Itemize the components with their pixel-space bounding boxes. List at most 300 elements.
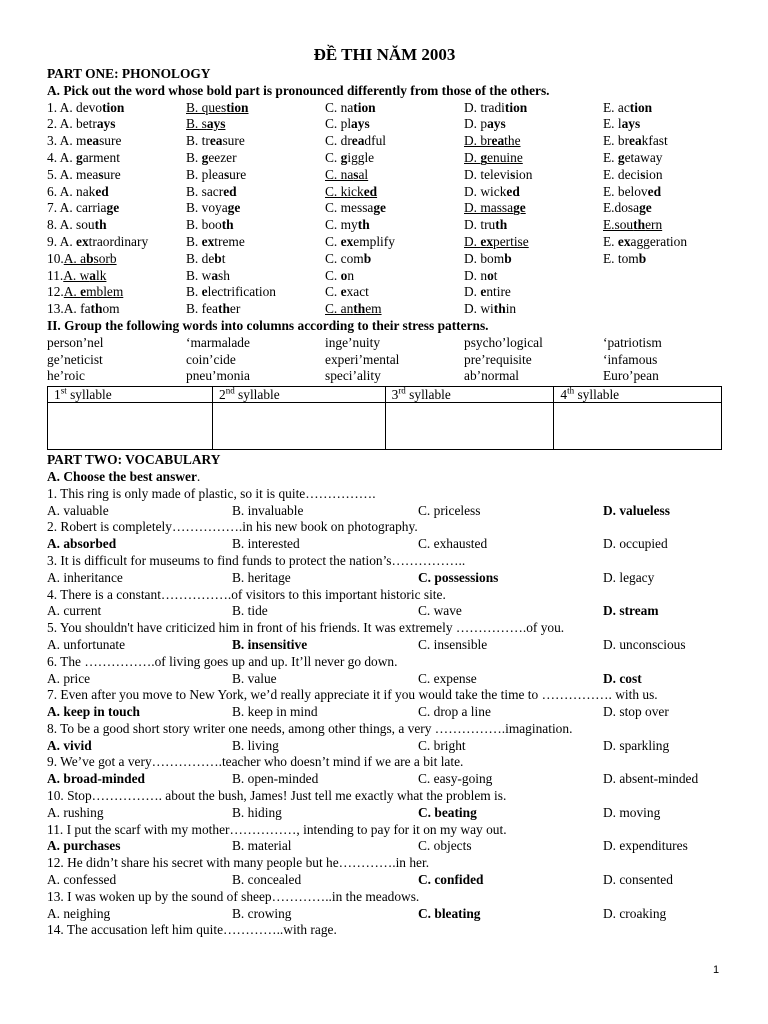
option-word — [603, 251, 646, 266]
option-prefix: A. betr — [59, 116, 97, 132]
bold-part: ays — [96, 116, 116, 132]
answer-cell[interactable] — [213, 403, 386, 450]
option-prefix: B. sacr — [186, 183, 224, 199]
option-word — [186, 167, 246, 182]
option-prefix: E. tom — [603, 250, 639, 266]
question-text: 13. I was woken up by the sound of sheep…………..in the meadows. — [47, 888, 420, 904]
phonology-option — [603, 217, 662, 234]
option-suffix: eezer — [208, 149, 237, 165]
phonology-option — [464, 133, 521, 150]
option-prefix: B. — [186, 149, 202, 165]
bold-part: b — [504, 250, 512, 266]
answer-option[interactable]: C. easy-going — [418, 771, 493, 787]
option-prefix: C. my — [325, 217, 358, 233]
option-word — [186, 116, 225, 131]
option-suffix: ion — [515, 166, 533, 182]
answer-option[interactable]: B. heritage — [232, 569, 291, 585]
vocab-instruction — [47, 469, 722, 486]
phonology-item — [47, 184, 722, 201]
option-prefix: A. carria — [59, 200, 107, 216]
option-word — [60, 133, 122, 148]
phonology-option — [325, 234, 395, 251]
bold-part: g — [617, 149, 625, 165]
phonology-item — [47, 116, 722, 133]
option-word — [325, 200, 386, 215]
item-number: 9. — [47, 233, 60, 249]
vocab-instruction-text: A. Choose the best answer — [47, 468, 197, 484]
option-prefix: D. — [464, 149, 481, 165]
answer-option[interactable]: B. invaluable — [232, 502, 304, 518]
bold-part: b — [638, 250, 647, 266]
option-word — [325, 167, 368, 182]
phonology-option — [47, 251, 117, 268]
phonology-option — [47, 167, 121, 184]
answer-option[interactable]: A. unfortunate — [47, 636, 126, 652]
option-suffix: traordinary — [88, 233, 149, 249]
option-prefix: D. — [464, 284, 481, 300]
phonology-item — [47, 217, 722, 234]
option-word — [464, 301, 516, 316]
option-word — [325, 217, 370, 232]
option-prefix: B. — [186, 233, 202, 249]
answer-option[interactable]: C. insensible — [418, 636, 488, 652]
option-suffix: xact — [346, 284, 369, 300]
option-suffix: dful — [364, 133, 386, 149]
answer-option[interactable]: C. exhausted — [418, 536, 488, 552]
answer-options — [47, 536, 722, 553]
option-word — [186, 284, 276, 299]
bold-part: s — [223, 166, 230, 182]
option-prefix: E. — [603, 149, 618, 165]
answer-cell[interactable] — [48, 403, 213, 450]
answer-options — [47, 637, 722, 654]
option-suffix: ntire — [486, 284, 511, 300]
bold-part: ed — [363, 183, 378, 199]
bold-part: th — [90, 301, 103, 317]
answer-option[interactable]: C. priceless — [418, 502, 481, 518]
answer-option[interactable]: D. stop over — [603, 704, 669, 720]
phonology-option — [186, 301, 240, 318]
option-word — [603, 116, 640, 131]
vocabulary-questions — [47, 486, 722, 940]
phonology-item — [47, 133, 722, 150]
answer-option[interactable]: D. unconscious — [603, 636, 686, 652]
answer-option[interactable]: D. legacy — [603, 569, 655, 585]
answer-option[interactable]: C. expense — [418, 670, 477, 686]
bold-part: th — [353, 301, 366, 317]
option-suffix: emplify — [353, 233, 395, 249]
option-word — [64, 284, 124, 299]
bold-part: th — [493, 301, 506, 317]
option-suffix: ion — [645, 166, 663, 182]
option-suffix: ure — [229, 166, 247, 182]
stress-word: coin’cide — [186, 351, 236, 367]
option-word — [325, 234, 395, 249]
option-suffix: t — [493, 267, 498, 283]
answer-option[interactable]: A. valuable — [47, 502, 109, 518]
item-number: 5. — [47, 166, 60, 182]
option-word — [325, 133, 386, 148]
answer-option[interactable]: B. living — [232, 737, 279, 753]
stress-word: pneu’monia — [186, 368, 250, 384]
item-number: 1. — [47, 99, 60, 115]
option-prefix: A. mea — [59, 166, 99, 182]
bold-part: ays — [621, 116, 641, 132]
phonology-option — [325, 217, 370, 234]
stress-word: experi’mental — [325, 351, 400, 367]
answer-options — [47, 906, 722, 923]
answer-option[interactable]: B. crowing — [232, 905, 292, 921]
answer-option-correct[interactable]: A. vivid — [47, 737, 92, 753]
option-suffix: aggeration — [630, 233, 688, 249]
question-text: 14. The accusation left him quite…………..with rage. — [47, 922, 337, 938]
bold-part: ex — [201, 233, 215, 249]
answer-option[interactable]: B. concealed — [232, 872, 302, 888]
bold-part: e — [201, 284, 208, 300]
answer-option[interactable]: D. occupied — [603, 536, 668, 552]
bold-part: ge — [106, 200, 120, 216]
answer-option[interactable]: B. tide — [232, 603, 268, 619]
phonology-item — [47, 100, 722, 117]
part-two-heading: PART TWO: VOCABULARY — [47, 452, 221, 468]
answer-option[interactable]: D. croaking — [603, 905, 667, 921]
option-prefix: B. fea — [186, 301, 218, 317]
option-prefix: A. nak — [59, 183, 96, 199]
ordinal-suffix: nd — [225, 385, 235, 396]
answer-option-correct[interactable]: C. confided — [418, 872, 484, 888]
option-prefix: A. w — [63, 267, 90, 283]
stress-word-row — [47, 352, 722, 369]
option-word — [60, 100, 125, 115]
phonology-option — [186, 184, 237, 201]
phonology-option — [464, 301, 516, 318]
phonology-option — [186, 234, 245, 251]
option-prefix: A. — [59, 149, 77, 165]
stress-word: ‘infamous — [603, 351, 658, 367]
option-prefix: C. kick — [325, 183, 364, 199]
option-prefix: D. wick — [464, 183, 507, 199]
answer-option[interactable]: B. hiding — [232, 804, 282, 820]
answer-option[interactable]: B. keep in mind — [232, 704, 318, 720]
bold-part: s — [353, 166, 359, 182]
bold-part: g — [201, 149, 209, 165]
answer-option[interactable]: A. current — [47, 603, 102, 619]
option-prefix: D. — [464, 233, 481, 249]
phonology-option — [603, 116, 640, 133]
stress-word: ‘patriotism — [603, 334, 662, 350]
option-suffix: in — [505, 301, 517, 317]
option-word — [325, 150, 374, 165]
answer-option[interactable]: B. open-minded — [232, 771, 319, 787]
answer-option[interactable]: A. neighing — [47, 905, 111, 921]
option-word — [60, 150, 120, 165]
bold-part: tion — [629, 99, 653, 115]
option-word — [60, 167, 121, 182]
option-prefix: E.dosa — [603, 200, 640, 216]
item-number: 3. — [47, 133, 60, 149]
phonology-option — [325, 167, 368, 184]
option-prefix: D. tru — [464, 217, 496, 233]
bold-part: ex — [480, 233, 494, 249]
option-word — [603, 150, 663, 165]
exam-title: ĐỀ THI NĂM 2003 — [313, 45, 456, 64]
bold-part: th — [221, 217, 234, 233]
option-suffix: pertise — [493, 233, 529, 249]
option-prefix: C. — [325, 233, 341, 249]
option-prefix: E. ac — [603, 99, 630, 115]
phonology-item — [47, 167, 722, 184]
option-word — [186, 184, 237, 199]
answer-option[interactable]: D. absent-minded — [603, 771, 699, 787]
option-word — [325, 100, 376, 115]
option-suffix: al — [358, 166, 369, 182]
question-text: 4. There is a constant…………….of visitors to this important historic site. — [47, 586, 446, 602]
bold-part: g — [76, 149, 83, 165]
page-number: 1 — [713, 964, 720, 976]
answer-cell[interactable] — [385, 403, 554, 450]
syllable-table-answer-row — [48, 403, 722, 450]
phonology-option — [325, 100, 376, 117]
bold-part: ays — [351, 116, 370, 132]
answer-option[interactable]: D. moving — [603, 804, 661, 820]
option-word — [464, 184, 520, 199]
phonology-item — [47, 150, 722, 167]
answer-cell[interactable] — [554, 403, 722, 450]
option-suffix: iggle — [347, 149, 375, 165]
answer-options — [47, 805, 722, 822]
option-prefix: B. ques — [186, 99, 227, 115]
option-word — [603, 184, 661, 199]
answer-option-correct[interactable]: D. cost — [603, 670, 642, 686]
option-suffix: ure — [103, 166, 121, 182]
answer-option[interactable]: C. drop a line — [418, 704, 491, 720]
phonology-option — [603, 150, 663, 167]
option-prefix: C. na — [325, 99, 354, 115]
answer-option-correct[interactable]: A. broad-minded — [47, 771, 145, 787]
answer-option[interactable]: D. consented — [603, 872, 673, 888]
option-word — [186, 150, 237, 165]
answer-option-correct[interactable]: C. beating — [418, 804, 477, 820]
ordinal-suffix: th — [567, 385, 575, 396]
answer-option[interactable]: C. wave — [418, 603, 462, 619]
phonology-option — [186, 268, 230, 285]
option-prefix: A. sou — [59, 217, 95, 233]
option-prefix: B. voya — [186, 200, 228, 216]
item-number: 10. — [47, 250, 64, 266]
syllable-column-header: 2nd syllable — [213, 387, 386, 403]
phonology-option — [603, 200, 652, 217]
option-word — [464, 133, 521, 148]
phonology-option — [325, 284, 369, 301]
bold-part: ea — [629, 133, 642, 149]
syllable-table — [47, 386, 722, 450]
answer-option-correct[interactable]: A. keep in touch — [47, 704, 141, 720]
phonology-option — [47, 217, 107, 234]
option-suffix: ern — [645, 217, 663, 233]
option-prefix: B. w — [186, 267, 212, 283]
phonology-option — [464, 116, 506, 133]
option-prefix: B. de — [186, 250, 215, 266]
option-prefix: C. na — [325, 166, 354, 182]
option-word — [325, 301, 382, 316]
option-word — [603, 200, 652, 215]
bold-part: ed — [647, 183, 662, 199]
option-prefix: C. — [325, 149, 341, 165]
answer-option[interactable]: A. inheritance — [47, 569, 123, 585]
stress-word: he’roic — [47, 368, 85, 384]
stress-word: Euro’pean — [603, 368, 659, 384]
stress-word-row — [47, 368, 722, 385]
answer-option[interactable]: C. bright — [418, 737, 466, 753]
answer-option-correct[interactable]: C. possessions — [418, 569, 499, 585]
answer-option-correct[interactable]: A. purchases — [47, 838, 121, 854]
phonology-option — [325, 200, 386, 217]
option-prefix: D. p — [464, 116, 488, 132]
question-text: 3. It is difficult for museums to find funds to protect the nation’s…………….. — [47, 552, 466, 568]
option-word — [464, 217, 507, 232]
option-suffix: treme — [214, 233, 245, 249]
bold-part: tion — [504, 99, 528, 115]
option-suffix: mblem — [86, 284, 124, 300]
item-number: 2. — [47, 116, 60, 132]
answer-option-correct[interactable]: D. stream — [603, 603, 659, 619]
phonology-option — [186, 116, 225, 133]
stress-word: speci’ality — [325, 368, 381, 384]
phonology-option — [325, 150, 374, 167]
bold-part: ea — [491, 133, 505, 149]
option-prefix: B. tr — [186, 133, 210, 149]
bold-part: tion — [353, 99, 376, 115]
phonology-option — [464, 100, 527, 117]
phonology-instruction: A. Pick out the word whose bold part is pronounced differently from those of the others. — [47, 82, 550, 98]
bold-part: th — [495, 217, 508, 233]
phonology-option — [47, 284, 123, 301]
stress-word-row — [47, 335, 722, 352]
option-word — [186, 251, 225, 266]
answer-option-correct[interactable]: A. absorbed — [47, 536, 117, 552]
answer-option[interactable]: D. sparkling — [603, 737, 670, 753]
answer-option[interactable]: A. price — [47, 670, 91, 686]
bold-part: s — [640, 166, 646, 182]
answer-option-correct[interactable]: D. valueless — [603, 502, 670, 518]
bold-part: tion — [102, 99, 125, 115]
phonology-item — [47, 268, 722, 285]
option-word — [60, 116, 116, 131]
phonology-option — [47, 150, 120, 167]
option-word — [64, 251, 117, 266]
answer-option[interactable]: B. value — [232, 670, 277, 686]
question-text: 1. This ring is only made of plastic, so it is quite……………. — [47, 485, 376, 501]
phonology-option — [464, 268, 498, 285]
stress-word-list — [47, 335, 722, 385]
answer-option[interactable]: D. expenditures — [603, 838, 688, 854]
phonology-option — [464, 184, 520, 201]
phonology-option — [603, 167, 663, 184]
option-prefix: D. wi — [464, 301, 494, 317]
option-prefix: D. n — [464, 267, 488, 283]
answer-option[interactable]: B. interested — [232, 536, 300, 552]
option-word — [464, 284, 511, 299]
phonology-option — [47, 184, 109, 201]
option-suffix: sh — [218, 267, 230, 283]
bold-part: ea — [86, 133, 100, 149]
option-prefix: A. — [59, 233, 77, 249]
stress-word: ge’neticist — [47, 351, 103, 367]
answer-options — [47, 738, 722, 755]
option-prefix: A. m — [59, 133, 87, 149]
bold-part: g — [480, 149, 488, 165]
answer-option[interactable]: B. material — [232, 838, 292, 854]
answer-option-correct[interactable]: C. bleating — [418, 905, 481, 921]
option-word — [464, 200, 526, 215]
option-word — [325, 116, 370, 131]
phonology-item — [47, 234, 722, 251]
bold-part: e — [480, 284, 487, 300]
answer-option[interactable]: A. confessed — [47, 872, 117, 888]
phonology-option — [47, 234, 148, 251]
option-suffix: n — [347, 267, 355, 283]
bold-part: b — [86, 250, 94, 266]
option-prefix: E.sou — [603, 217, 634, 233]
option-prefix: D. tradi — [464, 99, 505, 115]
option-prefix: C. — [325, 284, 341, 300]
answer-option[interactable]: C. objects — [418, 838, 472, 854]
option-word — [325, 284, 369, 299]
option-suffix: om — [102, 301, 120, 317]
phonology-items — [47, 100, 722, 318]
answer-option[interactable]: A. rushing — [47, 804, 104, 820]
stress-instruction: II. Group the following words into columns according to their stress patterns. — [47, 317, 489, 333]
phonology-option — [47, 301, 120, 318]
option-word — [60, 217, 107, 232]
option-word — [186, 133, 245, 148]
question-text: 7. Even after you move to New York, we’d really appreciate it if you would take the time to ……………. with us. — [47, 687, 658, 703]
option-suffix: the — [504, 133, 521, 149]
phonology-option — [47, 268, 106, 285]
phonology-item — [47, 301, 722, 318]
option-prefix: D. massa — [464, 200, 514, 216]
option-word — [603, 167, 663, 182]
option-prefix: B. plea — [186, 166, 224, 182]
option-prefix: C. dr — [325, 133, 352, 149]
question-text: 10. Stop……………. about the bush, James! Just tell me exactly what the problem is. — [47, 788, 507, 804]
bold-part: o — [487, 267, 494, 283]
bold-part: s — [98, 166, 104, 182]
question-text: 12. He didn’t share his secret with many people but he………….in her. — [47, 855, 430, 871]
option-prefix: A. fa — [63, 301, 91, 317]
option-prefix: D. br — [464, 133, 492, 149]
option-word — [325, 268, 354, 283]
option-suffix: arment — [82, 149, 120, 165]
stress-word: pre’requisite — [464, 351, 532, 367]
phonology-option — [464, 167, 532, 184]
item-number: 11. — [47, 267, 64, 283]
bold-part: ed — [506, 183, 520, 199]
option-prefix: C. com — [325, 250, 364, 266]
answer-option-correct[interactable]: B. insensitive — [232, 636, 308, 652]
phonology-option — [464, 284, 511, 301]
bold-part: ed — [223, 183, 237, 199]
option-prefix: E. deci — [603, 166, 641, 182]
syllable-column-header: 4th syllable — [554, 387, 722, 403]
option-word — [603, 133, 668, 148]
option-word — [603, 100, 652, 115]
phonology-option — [603, 251, 646, 268]
option-word — [186, 217, 234, 232]
phonology-option — [603, 133, 668, 150]
phonology-option — [325, 184, 377, 201]
option-word — [603, 234, 687, 249]
